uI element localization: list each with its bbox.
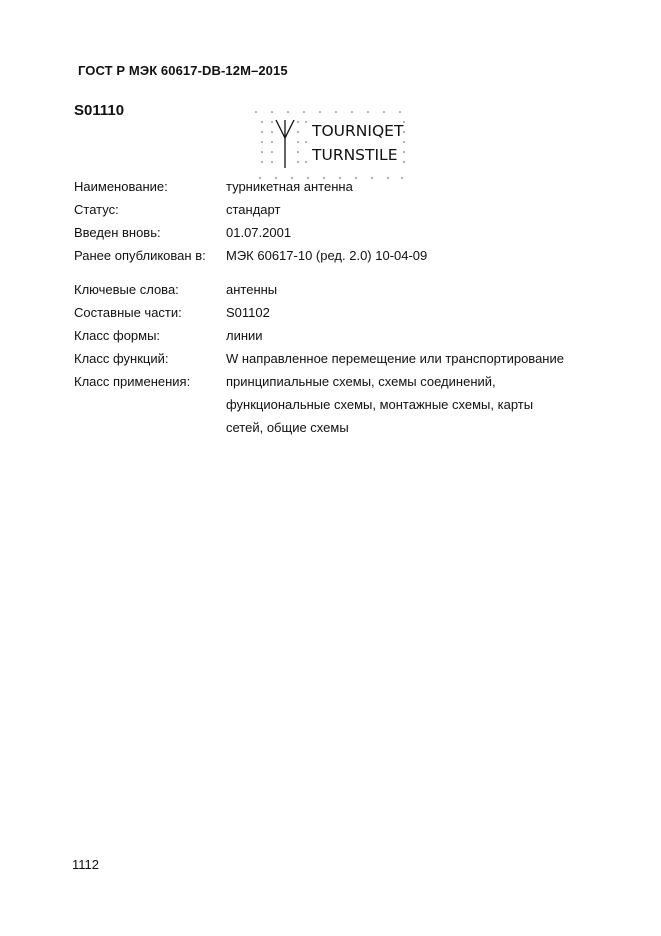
property-value bbox=[226, 221, 586, 244]
property-label: Класс применения: bbox=[74, 374, 191, 389]
property-label: Ключевые слова: bbox=[74, 282, 179, 297]
property-label: Введен вновь: bbox=[74, 225, 161, 240]
property-value-line: сетей, общие схемы bbox=[226, 420, 349, 435]
property-label: Класс формы: bbox=[74, 328, 161, 343]
property-value-line: антенны bbox=[226, 282, 278, 297]
property-label: Наименование: bbox=[74, 179, 168, 194]
antenna-symbol-graphic bbox=[252, 108, 412, 182]
page-number: 1112 bbox=[72, 857, 99, 872]
property-value-line: МЭК 60617-10 (ред. 2.0) 10-04-09 bbox=[226, 248, 428, 263]
symbol-figure bbox=[252, 108, 412, 182]
property-value bbox=[226, 370, 586, 439]
property-value-line: турникетная антенна bbox=[226, 179, 353, 194]
property-value bbox=[226, 175, 586, 198]
antenna-icon bbox=[276, 120, 294, 168]
property-label: Класс функций: bbox=[74, 351, 169, 366]
property-label: Статус: bbox=[74, 202, 119, 217]
document-header: ГОСТ Р МЭК 60617-DB-12M–2015 bbox=[78, 63, 288, 78]
figure-text-line-2: TURNSTILE bbox=[312, 146, 398, 164]
property-label: Ранее опубликован в: bbox=[74, 248, 206, 263]
property-value-line: стандарт bbox=[226, 202, 281, 217]
property-value bbox=[226, 324, 586, 347]
property-value bbox=[226, 278, 586, 301]
figure-text-line-1: TOURNIQET bbox=[312, 122, 404, 140]
property-value bbox=[226, 244, 586, 267]
property-value-line: принципиальные схемы, схемы соединений, bbox=[226, 374, 496, 389]
property-value-line: 01.07.2001 bbox=[226, 225, 292, 240]
property-value-line: W направленное перемещение или транспортирование bbox=[226, 351, 564, 366]
property-value bbox=[226, 301, 586, 324]
property-value-line: линии bbox=[226, 328, 263, 343]
property-value-line: S01102 bbox=[226, 305, 270, 320]
symbol-code: S01110 bbox=[74, 102, 125, 119]
property-value bbox=[226, 198, 586, 221]
property-value-line: функциональные схемы, монтажные схемы, карты bbox=[226, 397, 534, 412]
property-value bbox=[226, 347, 586, 370]
property-label: Составные части: bbox=[74, 305, 182, 320]
